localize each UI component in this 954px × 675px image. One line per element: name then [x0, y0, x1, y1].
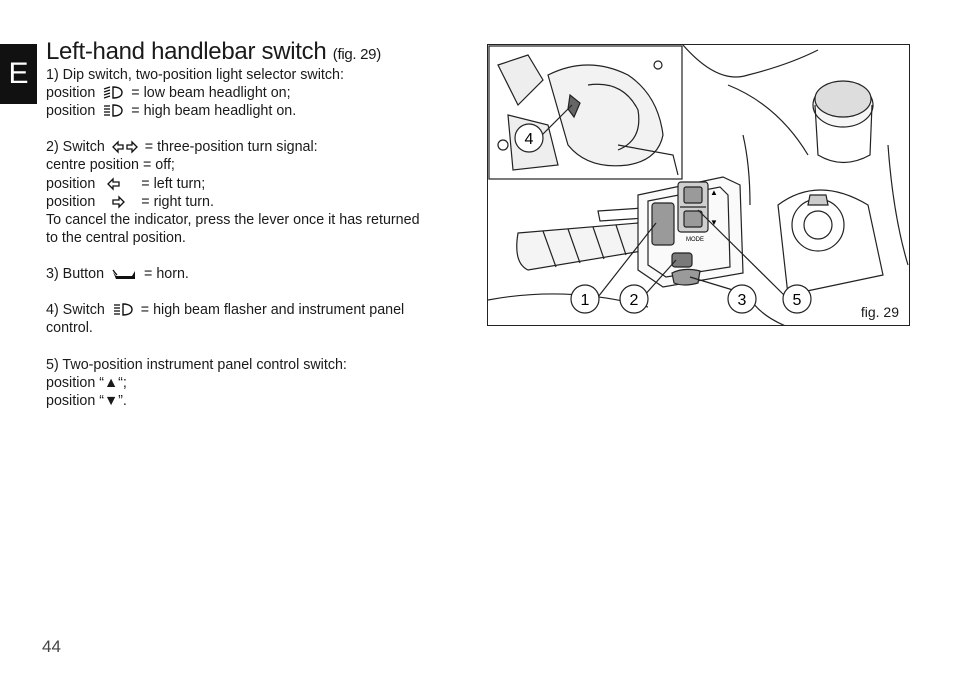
high-beam-icon — [112, 302, 134, 317]
section-tab: E — [0, 44, 37, 104]
item2-right-prefix: position — [46, 193, 96, 210]
high-beam-icon — [102, 103, 124, 118]
item2-left-prefix: position — [46, 175, 96, 192]
down-triangle-icon: ▼ — [710, 218, 718, 227]
item3-text: = horn. — [144, 266, 189, 283]
page-number: 44 — [42, 637, 61, 656]
figure-caption: fig. 29 — [860, 304, 899, 320]
instructions-body — [46, 66, 476, 410]
item1-line2-text: = high beam headlight on. — [131, 103, 297, 120]
item2-cancel-line1: To cancel the indicator, press the lever once it has returned — [46, 211, 420, 228]
item3 — [46, 265, 476, 283]
title-figure-ref: (fig. 29) — [332, 46, 381, 63]
item1-heading: 1) Dip switch, two-position light selector switch: — [46, 67, 344, 83]
page-title — [46, 38, 381, 66]
low-beam-icon — [102, 85, 124, 100]
item2-left-text: = left turn; — [141, 175, 206, 192]
item2-centre: centre position = off; — [46, 157, 175, 174]
left-arrow-icon — [105, 177, 127, 191]
item1-low-beam — [46, 84, 476, 102]
item2-heading-prefix: 2) Switch — [46, 139, 105, 156]
item2-heading — [46, 138, 476, 156]
item5-up: position “▲“; — [46, 374, 127, 391]
callout-5: 5 — [792, 292, 802, 309]
item4-prefix: 4) Switch — [46, 302, 105, 319]
item2-right-text: = right turn. — [141, 193, 214, 210]
item2-right — [46, 193, 476, 211]
item1-high-beam — [46, 102, 476, 120]
callout-4: 4 — [524, 131, 534, 148]
item5-down: position “▼”. — [46, 392, 127, 409]
item4-text: = high beam flasher and instrument panel — [140, 302, 405, 319]
item1-line1-text: = low beam headlight on; — [131, 85, 291, 102]
item4-text-cont: control. — [46, 320, 93, 337]
callout-1: 1 — [580, 292, 590, 309]
item2-cancel-line2: to the central position. — [46, 229, 186, 246]
item5-heading: 5) Two-position instrument panel control switch: — [46, 356, 347, 373]
item4 — [46, 301, 476, 319]
item1-line2-prefix: position — [46, 103, 96, 120]
horn-icon — [111, 267, 137, 281]
item2-heading-text: = three-position turn signal: — [144, 139, 318, 156]
mode-label: MODE — [686, 237, 704, 243]
item2-left — [46, 175, 476, 193]
right-arrow-icon — [105, 195, 127, 209]
title-main: Left-hand handlebar switch — [46, 38, 327, 65]
callout-3: 3 — [737, 292, 747, 309]
item1-line1-prefix: position — [46, 85, 96, 102]
turn-signal-icon — [112, 140, 138, 154]
handlebar-illustration — [488, 45, 910, 326]
callout-2: 2 — [629, 292, 639, 309]
up-triangle-icon: ▲ — [710, 188, 718, 197]
figure-29 — [487, 44, 910, 326]
item3-prefix: 3) Button — [46, 266, 105, 283]
